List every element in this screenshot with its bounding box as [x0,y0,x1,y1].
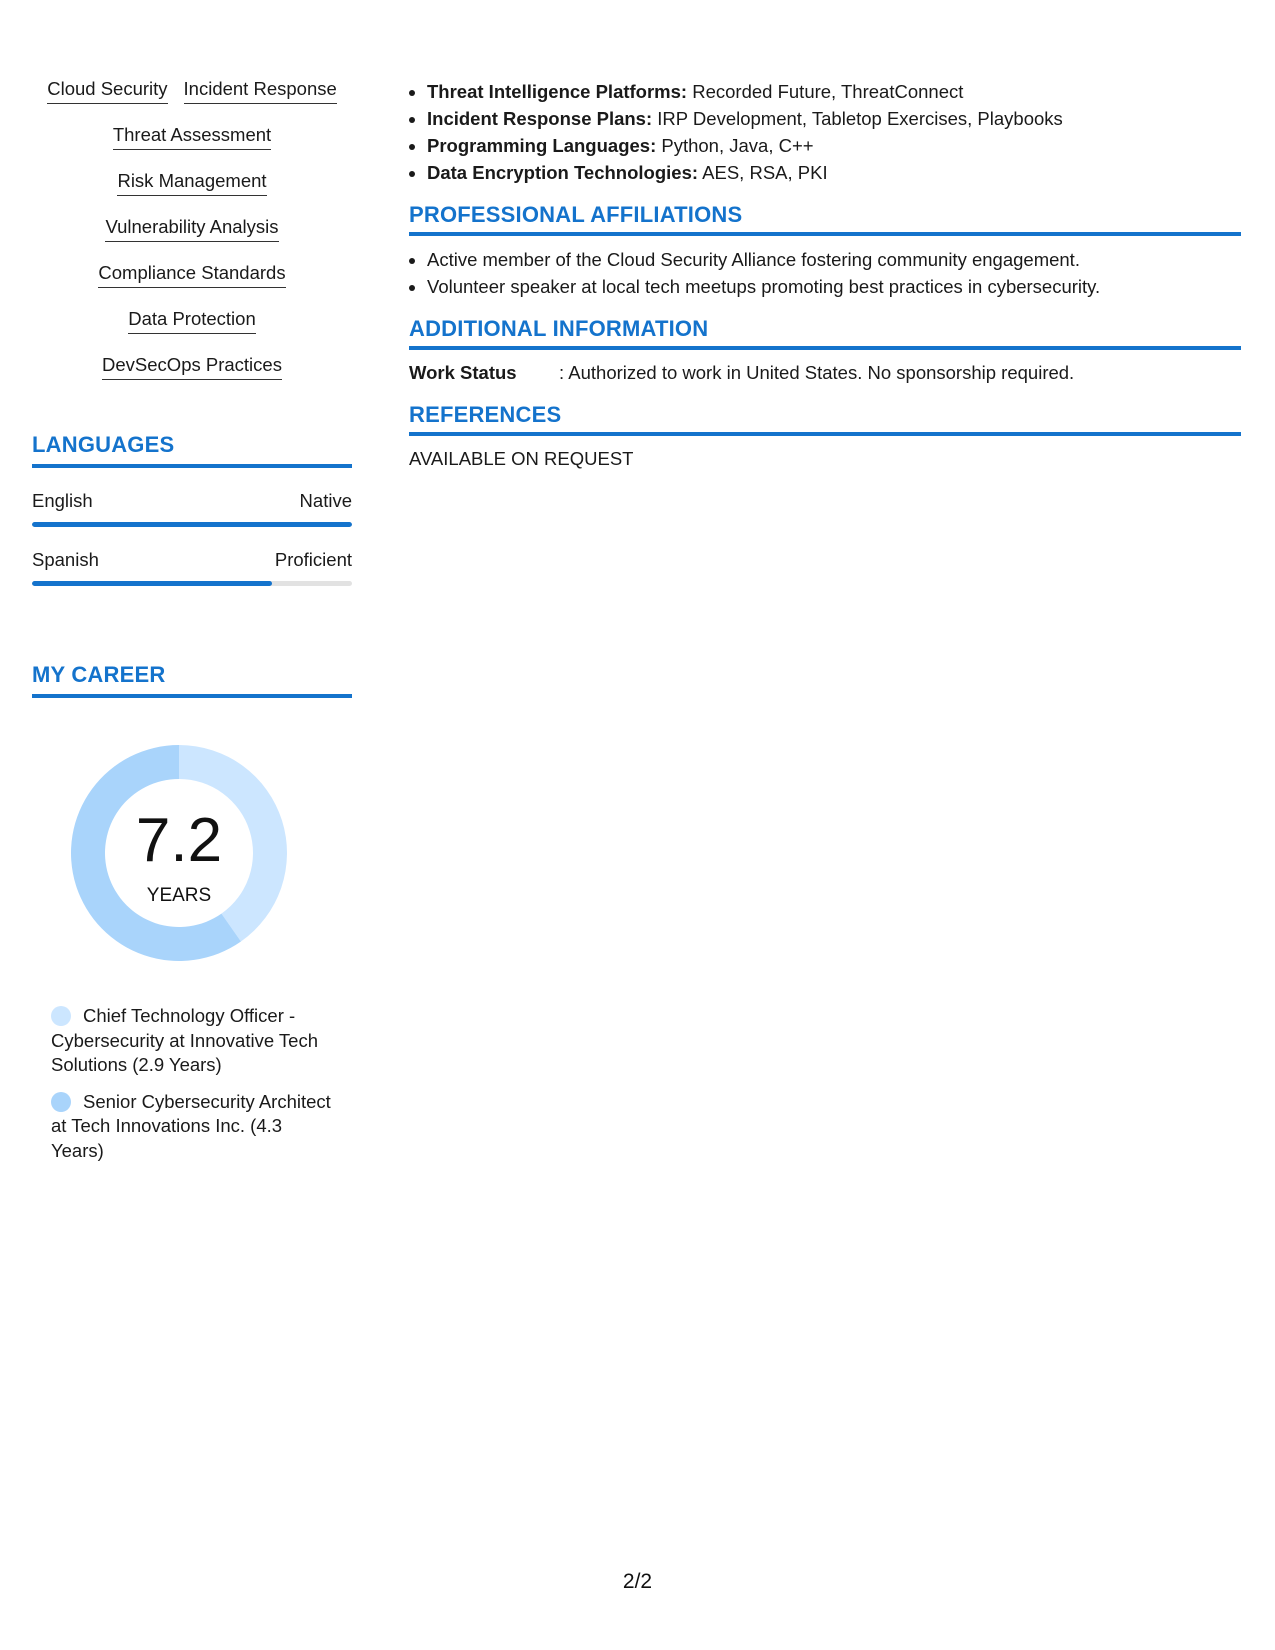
affiliations-list [409,246,1241,300]
affiliations-heading: PROFESSIONAL AFFILIATIONS [409,202,1241,236]
references-text: AVAILABLE ON REQUEST [409,448,634,469]
language-item [32,549,352,586]
skill-tag: Risk Management [117,170,266,196]
skill-tag: Data Protection [128,308,256,334]
skill-tag: Cloud Security [47,78,167,104]
references-heading: REFERENCES [409,402,1241,436]
page-indicator: 2/2 [622,1570,653,1593]
career-donut-chart [64,738,294,968]
career-section [32,662,352,1163]
skill-term: Incident Response Plans: [427,108,653,129]
legend-item [51,1004,331,1078]
list-item [427,159,1241,186]
list-item: • Active member of the Cloud Security Alliance fostering community engagement. [427,246,1241,273]
skill-value: AES, RSA, PKI [702,162,828,183]
legend-label: Senior Cybersecurity Architect at Tech Innovations Inc. (4.3 Years) [51,1090,331,1161]
list-item: • Volunteer speaker at local tech meetups promoting best practices in cybersecurity. [427,273,1241,300]
language-name: Spanish [32,549,99,570]
career-total-years: 7.2 [135,806,223,875]
skill-tag: Vulnerability Analysis [105,216,278,242]
language-level: Native [299,490,352,511]
legend-dot-icon [51,1092,71,1112]
skill-tag: DevSecOps Practices [102,354,282,380]
career-heading: MY CAREER [32,662,352,698]
language-proficiency-fill [32,522,352,527]
additional-info-heading: ADDITIONAL INFORMATION [409,316,1241,350]
skill-tag: Compliance Standards [98,262,285,288]
list-item [427,132,1241,159]
language-proficiency-bar [32,581,352,586]
career-legend [51,1004,331,1163]
language-proficiency-bar [32,522,352,527]
skill-tag: Threat Assessment [113,124,271,150]
left-column [32,78,352,1175]
legend-label: Chief Technology Officer - Cybersecurity at Innovative Tech Solutions (2.9 Years) [51,1005,319,1075]
work-status-label: Work Status [409,362,517,383]
work-status-value: : Authorized to work in United States. No sponsorship required. [559,362,1075,383]
work-status-row [409,360,1241,386]
skill-term: Programming Languages: [427,135,657,156]
languages-heading: LANGUAGES [32,432,352,468]
language-name: English [32,490,93,511]
list-item [427,105,1241,132]
language-proficiency-fill [32,581,272,586]
career-total-unit: YEARS [146,885,212,906]
skill-term: Threat Intelligence Platforms: [427,81,688,102]
technical-skills-list [409,78,1241,186]
skills-tags [32,78,352,380]
skill-term: Data Encryption Technologies: [427,162,699,183]
languages-section [32,432,352,586]
list-item [427,78,1241,105]
skill-value: Python, Java, C++ [661,135,814,156]
language-level: Proficient [274,549,352,570]
legend-dot-icon [51,1006,71,1026]
legend-item [51,1090,331,1164]
right-column [409,78,1241,472]
language-item [32,490,352,527]
skill-value: Recorded Future, ThreatConnect [692,81,964,102]
skill-tag: Incident Response [184,78,337,104]
skill-value: IRP Development, Tabletop Exercises, Playbooks [657,108,1063,129]
